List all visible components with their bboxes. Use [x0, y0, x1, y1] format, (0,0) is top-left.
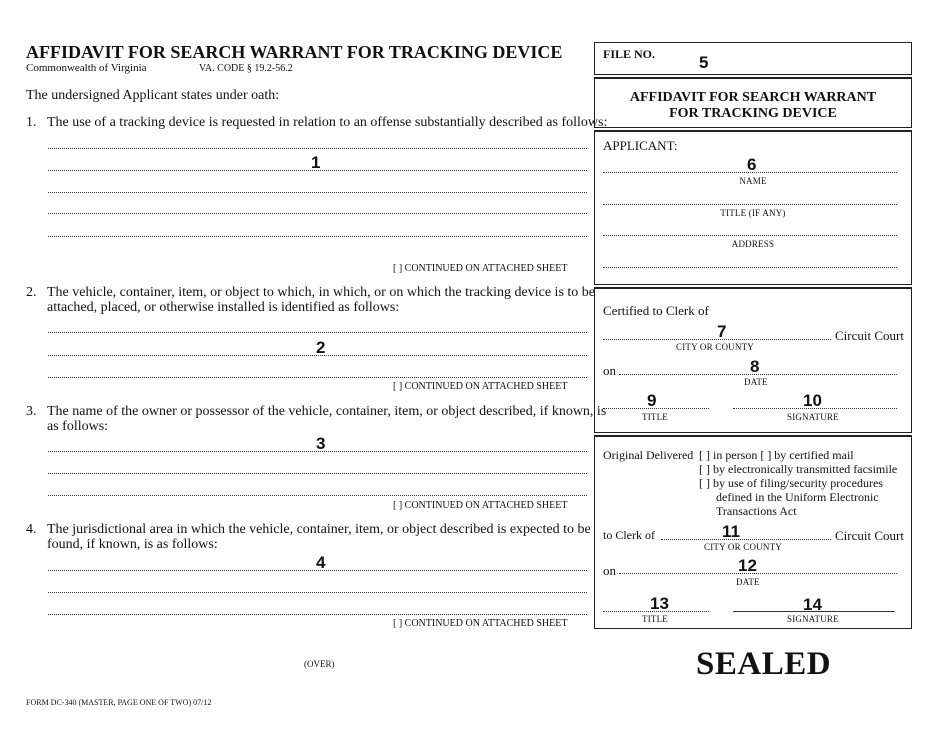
- circuit-court-label-2: Circuit Court: [835, 528, 904, 543]
- certified-label: Certified to Clerk of: [603, 303, 709, 318]
- sealed-stamp: SEALED: [696, 646, 832, 682]
- original-delivered-label: Original Delivered: [603, 448, 694, 462]
- item-1-field[interactable]: 1: [311, 153, 321, 172]
- title-any-caption: TITLE (IF ANY): [720, 208, 786, 218]
- item-2-text-line1: The vehicle, container, item, or object to which, in which, or on which the tracking device is to be: [47, 285, 595, 300]
- circuit-court-label: Circuit Court: [835, 328, 904, 343]
- item-2-field[interactable]: 2: [316, 338, 326, 357]
- item-1-number: 1.: [26, 115, 37, 130]
- signature-caption-2: SIGNATURE: [787, 614, 839, 624]
- item-4-line[interactable]: [48, 614, 587, 615]
- item-3-line[interactable]: [48, 495, 587, 496]
- item-4-continued-checkbox[interactable]: [ ] CONTINUED ON ATTACHED SHEET: [393, 618, 568, 629]
- item-3-number: 3.: [26, 404, 37, 419]
- item-2-number: 2.: [26, 285, 37, 300]
- file-no-field[interactable]: 5: [699, 53, 709, 72]
- item-2-line[interactable]: [48, 355, 587, 356]
- certified-title-field[interactable]: 9: [647, 391, 657, 410]
- panel-title-line2: FOR TRACKING DEVICE: [669, 106, 837, 121]
- item-3-continued-checkbox[interactable]: [ ] CONTINUED ON ATTACHED SHEET: [393, 500, 568, 511]
- certified-signature-field[interactable]: 10: [803, 391, 822, 410]
- delivery-option-in-person[interactable]: [ ] in person [ ] by certified mail: [699, 448, 854, 462]
- item-3-line[interactable]: [48, 473, 587, 474]
- item-4-text-line1: The jurisdictional area in which the vehicle, container, item, or object described is expected to be: [47, 522, 591, 537]
- applicant-label: APPLICANT:: [603, 138, 678, 153]
- to-clerk-label: to Clerk of: [603, 528, 655, 542]
- delivery-title-line[interactable]: [603, 611, 709, 612]
- title-caption-2: TITLE: [642, 614, 668, 624]
- name-caption: NAME: [739, 176, 767, 186]
- item-1-line[interactable]: [48, 236, 587, 237]
- applicant-name-line[interactable]: [603, 172, 897, 173]
- item-4-number: 4.: [26, 522, 37, 537]
- item-1-text: The use of a tracking device is requested in relation to an offense substantially described as follows:: [47, 115, 608, 130]
- jurisdiction: Commonwealth of Virginia: [26, 62, 147, 74]
- certified-city-field[interactable]: 7: [717, 322, 727, 341]
- form-id: FORM DC-340 (MASTER, PAGE ONE OF TWO) 07/12: [26, 698, 212, 707]
- on-label: on: [603, 363, 616, 378]
- delivery-date-field[interactable]: 12: [738, 556, 757, 575]
- city-county-caption: CITY OR COUNTY: [676, 342, 754, 352]
- item-4-line[interactable]: [48, 570, 587, 571]
- intro-text: The undersigned Applicant states under oath:: [26, 88, 280, 103]
- applicant-title-line[interactable]: [603, 204, 897, 205]
- city-county-caption-2: CITY OR COUNTY: [704, 542, 782, 552]
- item-2-text-line2: attached, placed, or otherwise installed is identified as follows:: [47, 300, 400, 315]
- item-4-line[interactable]: [48, 592, 587, 593]
- certified-date-line[interactable]: [619, 374, 897, 375]
- panel-title-line1: AFFIDAVIT FOR SEARCH WARRANT: [629, 90, 877, 105]
- certified-signature-line[interactable]: [733, 408, 897, 409]
- file-no-label: FILE NO.: [603, 47, 656, 61]
- item-2-line[interactable]: [48, 332, 587, 333]
- item-3-text-line2: as follows:: [47, 419, 109, 434]
- applicant-address-line-2[interactable]: [603, 267, 897, 268]
- item-4-text-line2: found, if known, is as follows:: [47, 537, 218, 552]
- item-1-line[interactable]: [48, 170, 587, 171]
- item-3-line[interactable]: [48, 451, 587, 452]
- delivery-option-fax[interactable]: [ ] by electronically transmitted facsimile: [699, 462, 898, 476]
- delivery-signature-field[interactable]: 14: [803, 595, 822, 614]
- code-citation: VA. CODE § 19.2-56.2: [199, 63, 293, 74]
- item-3-field[interactable]: 3: [316, 434, 326, 453]
- address-caption: ADDRESS: [731, 239, 775, 249]
- delivery-date-line[interactable]: [619, 573, 897, 574]
- certified-city-line[interactable]: [603, 339, 831, 340]
- item-3-text-line1: The name of the owner or possessor of the vehicle, container, item, or object described, if known, is: [47, 404, 607, 419]
- item-2-line[interactable]: [48, 377, 587, 378]
- clerk-city-line[interactable]: [661, 539, 831, 540]
- delivery-title-field[interactable]: 13: [650, 594, 669, 613]
- certified-date-field[interactable]: 8: [750, 357, 760, 376]
- item-4-field[interactable]: 4: [316, 553, 326, 572]
- form-title: AFFIDAVIT FOR SEARCH WARRANT FOR TRACKING DEVICE: [26, 42, 563, 62]
- date-caption-2: DATE: [736, 577, 760, 587]
- applicant-name-field[interactable]: 6: [747, 155, 757, 174]
- delivery-option-filing-line2: defined in the Uniform Electronic: [716, 490, 879, 504]
- on-label-2: on: [603, 563, 616, 578]
- delivery-option-filing-line3: Transactions Act: [716, 504, 797, 518]
- clerk-city-field[interactable]: 11: [722, 522, 740, 541]
- item-1-continued-checkbox[interactable]: [ ] CONTINUED ON ATTACHED SHEET: [393, 263, 568, 274]
- item-1-line[interactable]: [48, 213, 587, 214]
- delivery-option-filing[interactable]: [ ] by use of filing/security procedures: [699, 476, 883, 490]
- signature-caption: SIGNATURE: [787, 412, 839, 422]
- item-2-continued-checkbox[interactable]: [ ] CONTINUED ON ATTACHED SHEET: [393, 381, 568, 392]
- over-note: (OVER): [304, 659, 335, 669]
- item-1-line[interactable]: [48, 192, 587, 193]
- applicant-address-line[interactable]: [603, 235, 897, 236]
- item-1-line[interactable]: [48, 148, 587, 149]
- certified-title-line[interactable]: [603, 408, 709, 409]
- delivery-signature-line[interactable]: [733, 611, 895, 612]
- title-caption: TITLE: [642, 412, 668, 422]
- date-caption: DATE: [744, 377, 768, 387]
